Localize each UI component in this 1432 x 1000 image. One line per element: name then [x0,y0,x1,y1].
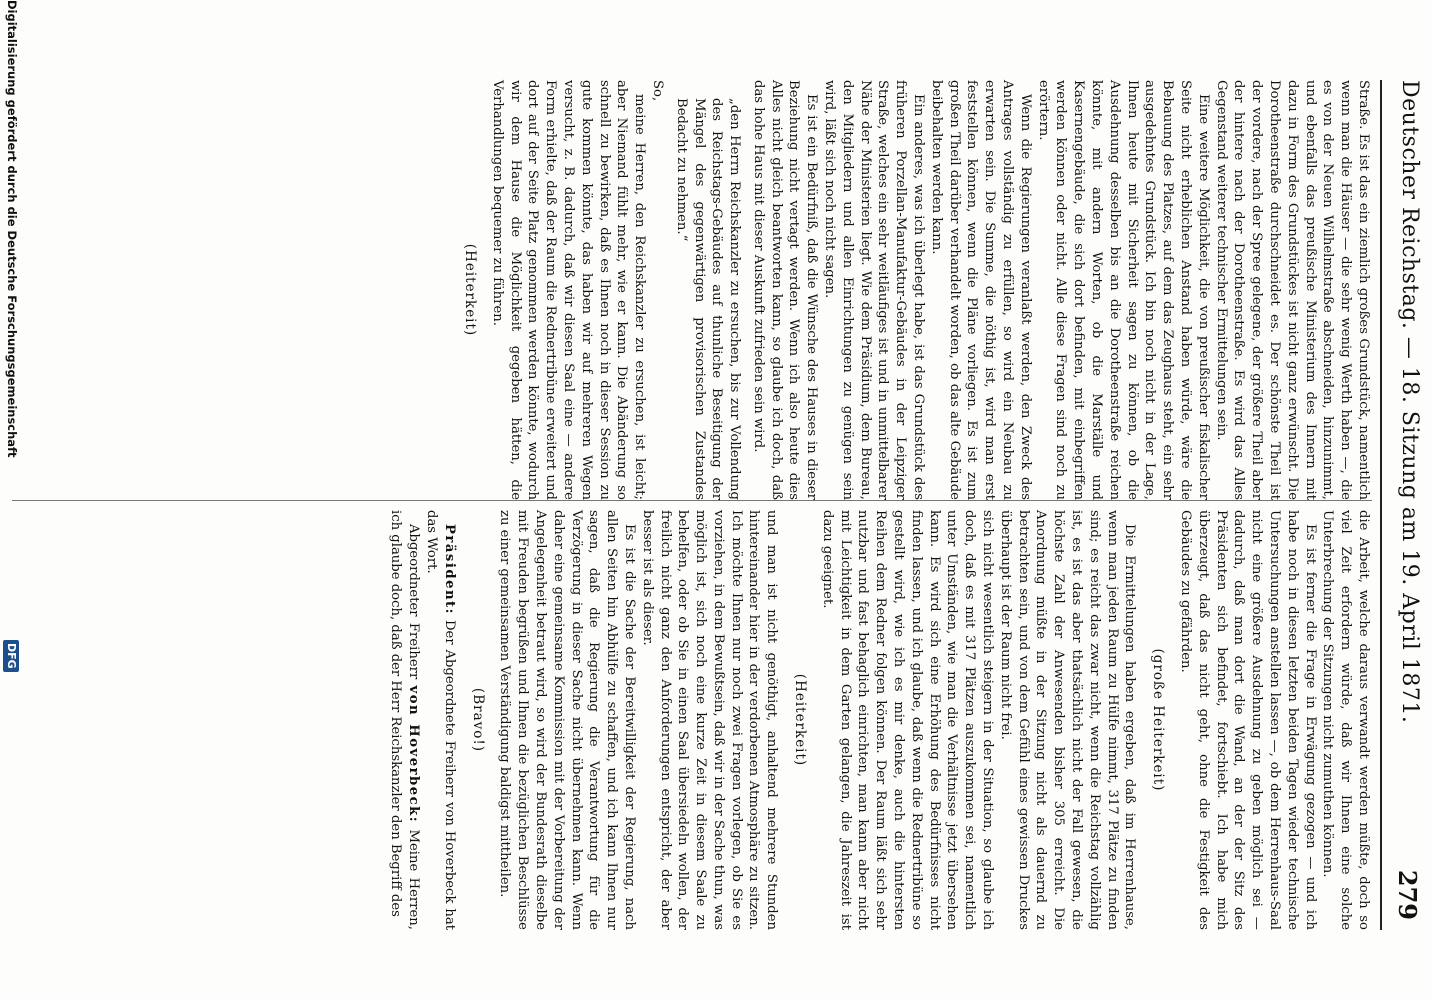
paragraph: Es ist ferner die Frage in Erwägung gezogen — und ich habe noch in diesen letzten beiden Tagen wieder technische Untersuchungen anstellen lassen —, ob dem Herrenhaus-Saal nicht eine größere Ausdehnung zu geben möglich sei — dadurch, daß man dort die Wand, an der der Sitz des Präsidenten sich befindet, fortschiebt. Ich habe mich überzeugt, daß das nicht geht, ohne die Festigkeit des Gebäudes zu gefährden. [1178,510,1318,930]
paragraph: und man ist nicht genöthigt, anhaltend mehrere Stunden hintereinander hier in der verdorbenen Atmosphäre zu sitzen. Ich möchte Ihnen nur noch zwei Fragen vorlegen, ob Sie es vorziehen, in dem Bewußtsein, daß wir in der Sache thun, was möglich ist, sich noch eine kurze Zeit in diesem Saale zu behelfen, oder ob Sie in einen Saal übersiedeln wollen, der freilich nicht ganz den Anforderungen entspricht, der aber besser ist als dieser. [639,510,780,930]
column-divider [12,500,1372,501]
header-rule [1380,80,1382,930]
stage-direction: (große Heiterkeit) [1150,648,1167,792]
stage-direction: (Heiterkeit) [792,673,809,767]
right-column [387,510,1372,930]
paragraph: Es ist die Sache der Bereitwilligkeit der Regierung, nach allen Seiten hin Abhülfe zu schaffen, und ich kann Ihnen nur sagen, daß die Regierung die Verantwortung für die Verzögerung in dieser Sache nicht übernehmen kann. Wenn daher eine gemeinsame Kommission mit der Vorbereitung der Angelegenheit betraut wird, so wird der Bundesrath dieselbe mit Freuden begrüßen und Ihnen die bezüglichen Beschlüsse zu einer gemeinsamen Verständigung baldigst mittheilen. [497,510,637,930]
president-line [422,510,458,930]
paragraph: Die Ermittelungen haben ergeben, daß im Herrenhause, wenn man jeden Raum zu Hülfe nimmt, 317 Plätze zu finden sind; es reicht das zwar nicht, wenn die Reichstag vollzählig ist, es ist das aber thatsächlich nicht der Fall gewesen, die höchste Zahl der Anwesenden bisher 305 erreicht. Die Anordnung müßte in der Sitzung nicht als dauernd zu betrachten sein, und von dem Gefühl eines gewissen Druckes überhaupt ist der Raum nicht frei. [997,510,1138,930]
paragraph: Es ist ein Bedürfniß, daß die Wünsche des Hauses in dieser Beziehung nicht vertagt werden. Wenn ich also heute dies Alles nicht gleich beantworten kann, so glaube ich doch, daß das hohe Haus mit dieser Auskunft zufrieden sein wird. [750,80,820,500]
dfg-logo: DFG [3,640,19,672]
stage-direction: (Heiterkeit) [461,243,478,337]
speaker-label: Präsident: [441,524,457,616]
paragraph: Wenn die Regierungen veranlaßt werden, den Zweck des Antrages vollständig zu erfüllen, so wird ein Neubau zu erwarten sein. Die Summe, die nöthig ist, wird man erst feststellen können, wenn die Pläne vorliegen. Es ist zum großen Theil darüber verhandelt worden, ob das alte Gebäude beibehalten werden kann. [928,80,1033,500]
speech-text: Meine Herren, ich glaube doch, daß der Herr Reichskanzler den Begriff des [388,510,422,930]
speaker-name: von Hoverbeck: [406,685,422,824]
stage-direction: (Bravo!) [469,687,486,753]
page-header [1382,80,1422,920]
running-title: Deutscher Reichstag. — 18. Sitzung am 19. April 1871. [1397,80,1422,724]
clause-start: So, [649,80,665,102]
speaker-prefix: Abgeordneter Freiherr [406,524,422,680]
paragraph: sich nicht wesentlich steigern in der Situation, so glaube ich doch, daß es mit 317 Plätzen auszukommen sei, namentlich unter Umständen, wie man die Verhältnisse jetzt übersehen kann. Es wird sich eine Erhöhung des Bedürfnisses nicht finden lassen, und ich glaube, daß wenn die Rednertribüne so gestellt wird, wie ich es mir denke, auch die hintersten Reihen dem Redner folgen können. Der Raum läßt sich sehr nutzbar und fast behaglich einrichten, man kann aber nicht mit Leichtigkeit in dem Garten gelangen, die Jahreszeit ist dazu geeignet. [819,510,996,930]
speaker-line [387,510,423,930]
paragraph: meine Herren, den Reichskanzler zu ersuchen, ist leicht; aber Niemand fühlt mehr, wie er kann. Die Abänderung so schnell zu bewirken, daß es Ihnen noch in dieser Session zu gute kommen könnte, das haben wir auf mehreren Wegen versucht, z. B. dadurch, daß wir diesen Saal eine — andere Form erhielte, daß der Raum die Rednertribüne erweitert und dort auf der Seite Platz genommen werden könnte, wodurch wir dem Hause die Möglichkeit gegeben hätten, die Verhandlungen bequemer zu führen. [489,80,648,500]
paragraph: die Arbeit, welche daraus verwandt werden müßte, doch so viel Zeit erfordern würde, daß wir Ihnen eine solche Unterbrechung der Sitzungen nicht zumuthen können. [1320,510,1371,930]
paragraph: Straße. Es ist das ein ziemlich großes Grundstück, namentlich wenn man die Häuser — die sehr wenig Werth haben —, die es von der Neuen Wilhelmstraße abschneiden, hinzunimmt, und ebenfalls das preußische Ministerium des Innern mit dazu in Form des Grundstückes ist nicht ganz erwünscht. Die Dorotheenstraße durchschneidet es. Der schönste Theil ist der vordere, nach der Spree gelegene, der größere Theil aber der hintere nach der Dorotheenstraße. Es wird das Alles Gegenstand weiterer technischer Ermittelungen sein. [1213,80,1371,500]
page-number: 279 [1393,869,1422,920]
motion-quote: „den Herrn Reichskanzler zu ersuchen, bis zur Vollendung des Reichstags-Gebäudes auf thunliche Beseitigung der Mängel des gegenwärtigen provisorischen Zustandes Bedacht zu nehmen.“ [673,98,743,500]
digitization-credit: Digitalisierung gefördert durch die Deutsche Forschungsgemeinschaft [5,0,19,458]
speech-text: Der Abgeordnete Freiherr von Hoverbeck hat das Wort. [423,510,457,930]
left-column [450,80,1372,500]
paragraph: Eine weitere Möglichkeit, die von preußischer fiskalischer Seite nicht erheblichen Anstand haben würde, wäre die Bebauung des Platzes, auf dem das Zeughaus steht, ein sehr ausgedehntes Grundstück. Ich bin noch nicht in der Lage, Ihnen heute mit Sicherheit sagen zu können, ob die Ausdehnung desselben bis an die Dorotheenstraße reichen könnte, mit andern Worten, ob die Marställe und Kasernengebäude, die sich dort befinden, mit einbegriffen werden können oder nicht. Alle diese Fragen sind noch zu erörtern. [1035,80,1211,500]
paragraph: Ein anderes, was ich überlegt habe, ist das Grundstück des früheren Porzellan-Manufaktur-Gebäudes in der Leipziger Straße, welches ein sehr weitläufiges ist und in unmittelbarer Nähe der Ministerien liegt. Wie dem Präsidium, dem Bureau, den Mitgliedern und allen Einrichtungen zu genügen sein wird, läßt sich noch nicht sagen. [822,80,927,500]
